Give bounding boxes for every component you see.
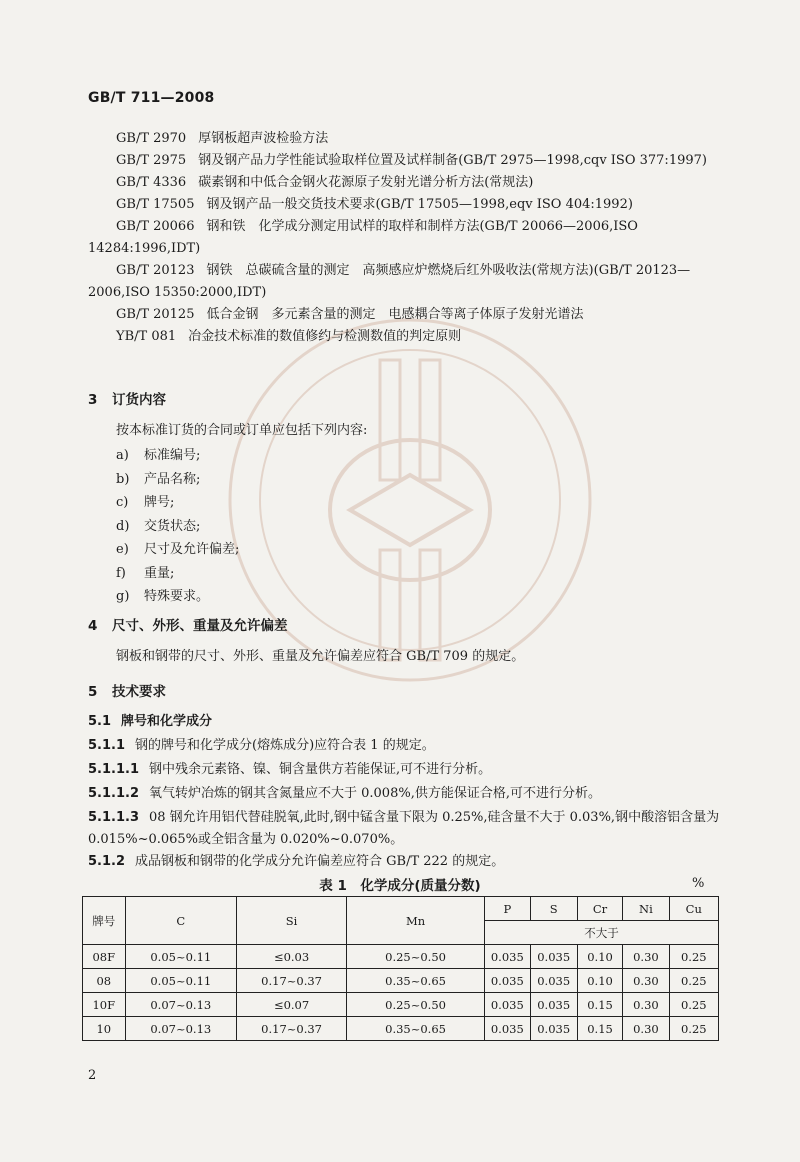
header-s: S: [530, 897, 577, 921]
reference-item: [88, 172, 728, 194]
header-cu: Cu: [669, 897, 718, 921]
cell-s: 0.035: [530, 945, 577, 969]
clause-number: 5.1.2: [88, 854, 126, 869]
reference-title: 钢及钢产品力学性能试验取样位置及试样制备(GB/T 2975—1998,cqv ISO 377:1997): [198, 153, 707, 168]
header-grade: 牌号: [83, 897, 126, 945]
list-item: [116, 562, 239, 586]
list-item-text: 交货状态;: [144, 518, 201, 534]
cell-p: 0.035: [485, 969, 531, 993]
clause-number: 5.1.1.3: [88, 810, 139, 825]
list-item-label: c): [116, 495, 129, 510]
reference-item: [88, 260, 728, 304]
list-item-label: a): [116, 448, 129, 463]
reference-title: 钢和铁 化学成分测定用试样的取样和制样方法(GB/T 20066—2006,ISO 14284:1996,IDT): [88, 219, 638, 256]
cell-mn: 0.25~0.50: [347, 945, 485, 969]
section-title: 技术要求: [112, 684, 166, 700]
cell-grade: 08F: [83, 945, 126, 969]
clause-number: 5.1.1: [88, 738, 126, 753]
normative-references: [88, 128, 728, 348]
cell-grade: 10F: [83, 993, 126, 1017]
reference-item: [88, 216, 728, 260]
header-si: Si: [237, 897, 347, 945]
reference-title: 厚钢板超声波检验方法: [198, 131, 329, 146]
clause-text: 钢中残余元素铬、镍、铜含量供方若能保证,可不进行分析。: [149, 762, 492, 777]
reference-code: YB/T 081: [116, 329, 177, 344]
list-item-label: d): [116, 518, 130, 534]
list-item-text: 牌号;: [144, 495, 175, 510]
cell-c: 0.05~0.11: [125, 945, 237, 969]
cell-c: 0.05~0.11: [125, 969, 237, 993]
reference-code: GB/T 20123: [116, 263, 195, 278]
cell-s: 0.035: [530, 1017, 577, 1041]
clause-text: 08 钢允许用铝代替硅脱氧,此时,钢中锰含量下限为 0.25%,硅含量不大于 0.03%,钢中酸溶铝含量为 0.015%~0.065%或全铝含量为 0.020%~0.070%。: [88, 810, 720, 847]
reference-code: GB/T 2975: [116, 153, 187, 168]
list-item: [116, 491, 239, 515]
list-item-label: e): [116, 542, 129, 557]
list-item: [116, 444, 239, 468]
cell-s: 0.035: [530, 993, 577, 1017]
cell-ni: 0.30: [623, 1017, 669, 1041]
section-title: 尺寸、外形、重量及允许偏差: [112, 618, 288, 634]
cell-p: 0.035: [485, 993, 531, 1017]
cell-cu: 0.25: [669, 993, 718, 1017]
list-item-text: 尺寸及允许偏差;: [144, 542, 240, 557]
table-row: [83, 969, 719, 993]
cell-p: 0.035: [485, 945, 531, 969]
reference-item: [88, 304, 728, 326]
cell-ni: 0.30: [623, 945, 669, 969]
cell-mn: 0.35~0.65: [347, 1017, 485, 1041]
reference-title: 低合金钢 多元素含量的测定 电感耦合等离子体原子发射光谱法: [206, 307, 584, 322]
clause-text: 氧气转炉冶炼的钢其含氮量应不大于 0.008%,供方能保证合格,可不进行分析。: [149, 786, 601, 801]
header-ni: Ni: [623, 897, 669, 921]
subsection-number: 5.1: [88, 714, 112, 729]
cell-mn: 0.25~0.50: [347, 993, 485, 1017]
header-c: C: [125, 897, 237, 945]
cell-cr: 0.15: [577, 1017, 623, 1041]
list-item-label: f): [116, 565, 126, 581]
reference-item: [88, 326, 728, 348]
list-item-text: 重量;: [144, 565, 175, 581]
cell-si: 0.17~0.37: [237, 1017, 347, 1041]
clause-5-1-2: [88, 851, 728, 873]
cell-ni: 0.30: [623, 993, 669, 1017]
clause-5-1-1-1: [88, 759, 728, 781]
reference-code: GB/T 17505: [116, 197, 195, 212]
list-item: [116, 515, 239, 539]
standard-code-header: GB/T 711—2008: [88, 90, 215, 106]
section-3-heading: [88, 388, 166, 408]
list-item-text: 产品名称;: [144, 471, 201, 487]
cell-p: 0.035: [485, 1017, 531, 1041]
cell-cr: 0.10: [577, 945, 623, 969]
clause-5-1-1-2: [88, 783, 728, 805]
section-5-heading: [88, 680, 166, 700]
cell-cu: 0.25: [669, 969, 718, 993]
cell-si: 0.17~0.37: [237, 969, 347, 993]
cell-cr: 0.15: [577, 993, 623, 1017]
cell-c: 0.07~0.13: [125, 1017, 237, 1041]
list-item-text: 特殊要求。: [144, 589, 210, 604]
section-3-intro: 按本标准订货的合同或订单应包括下列内容:: [116, 423, 368, 438]
section-number: 5: [88, 684, 98, 700]
list-item-text: 标准编号;: [144, 448, 201, 463]
table-row: [83, 993, 719, 1017]
subsection-5-1: [88, 711, 728, 733]
clause-text: 钢的牌号和化学成分(熔炼成分)应符合表 1 的规定。: [135, 738, 435, 753]
reference-title: 钢铁 总碳硫含量的测定 高频感应炉燃烧后红外吸收法(常规方法)(GB/T 20123—2006,ISO 15350:2000,IDT): [88, 263, 691, 300]
clause-number: 5.1.1.1: [88, 762, 139, 777]
section-number: 3: [88, 392, 98, 408]
chemical-composition-table: [82, 896, 719, 1041]
section-4-heading: [88, 614, 288, 634]
reference-code: GB/T 20125: [116, 307, 195, 322]
table-row: [83, 1017, 719, 1041]
clause-5-1-1: [88, 735, 728, 757]
clause-text: 成品钢板和钢带的化学成分允许偏差应符合 GB/T 222 的规定。: [135, 854, 505, 869]
clause-5-1-1-3: [88, 807, 728, 851]
reference-item: [88, 128, 728, 150]
page-number: 2: [88, 1068, 97, 1083]
reference-code: GB/T 4336: [116, 175, 187, 190]
cell-c: 0.07~0.13: [125, 993, 237, 1017]
cell-ni: 0.30: [623, 969, 669, 993]
header-cr: Cr: [577, 897, 623, 921]
cell-cr: 0.10: [577, 969, 623, 993]
section-4-body: 钢板和钢带的尺寸、外形、重量及允许偏差应符合 GB/T 709 的规定。: [116, 649, 525, 664]
reference-title: 碳素钢和中低合金钢火花源原子发射光谱分析方法(常规法): [198, 175, 534, 190]
cell-s: 0.035: [530, 969, 577, 993]
cell-cu: 0.25: [669, 1017, 718, 1041]
section-number: 4: [88, 618, 98, 634]
table-caption: 表 1 化学成分(质量分数): [319, 878, 481, 894]
list-item-label: b): [116, 471, 130, 487]
table-unit: %: [692, 876, 705, 891]
list-item: [116, 585, 239, 609]
reference-title: 钢及钢产品一般交货技术要求(GB/T 17505—1998,eqv ISO 404:1992): [206, 197, 633, 212]
header-mn: Mn: [347, 897, 485, 945]
table-row: [83, 945, 719, 969]
reference-title: 冶金技术标准的数值修约与检测数值的判定原则: [188, 329, 462, 344]
section-title: 订货内容: [112, 392, 166, 408]
cell-mn: 0.35~0.65: [347, 969, 485, 993]
reference-code: GB/T 20066: [116, 219, 195, 234]
header-p: P: [485, 897, 531, 921]
list-item-label: g): [116, 589, 130, 604]
cell-si: ≤0.03: [237, 945, 347, 969]
reference-item: [88, 194, 728, 216]
cell-grade: 10: [83, 1017, 126, 1041]
reference-code: GB/T 2970: [116, 131, 187, 146]
clause-number: 5.1.1.2: [88, 786, 139, 801]
cell-cu: 0.25: [669, 945, 718, 969]
subsection-title: 牌号和化学成分: [121, 714, 213, 729]
reference-item: [88, 150, 728, 172]
list-item: [116, 468, 239, 492]
order-contents-list: [116, 444, 239, 609]
cell-grade: 08: [83, 969, 126, 993]
list-item: [116, 538, 239, 562]
cell-si: ≤0.07: [237, 993, 347, 1017]
header-not-more-than: 不大于: [485, 921, 719, 945]
